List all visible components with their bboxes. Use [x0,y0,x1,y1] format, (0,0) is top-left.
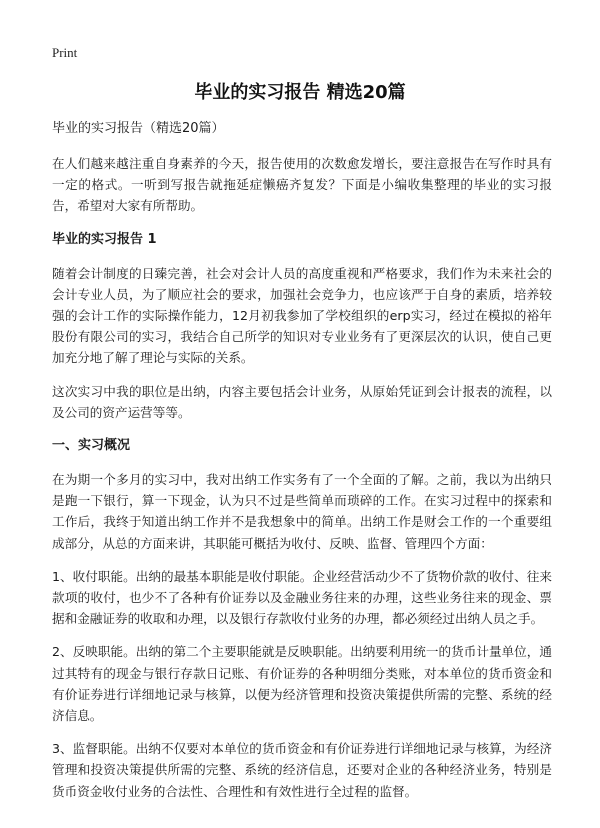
print-link[interactable]: Print [52,45,78,60]
page-title: 毕业的实习报告 精选20篇 [194,82,406,103]
report-1-paragraph-1: 随着会计制度的日臻完善，社会对会计人员的高度重视和严格要求，我们作为未来社会的会计专业人员，为了顺应社会的要求，加强社会竞争力，也应该严于自身的素质，培养较强的会计工作的实际操作能力，12月初我参加了学校组织的erp实习，经过在模拟的裕年股份有限公司的实习，我结合自己所学的知识对专业业务有了更深层次的认识，使自己更加充分地了解了理论与实际的关系。 [52,265,552,366]
intro-paragraph: 在人们越来越注重自身素养的今天，报告使用的次数愈发增长，要注意报告在写作时具有一定的格式。一听到写报告就拖延症懒癌齐复发？下面是小编收集整理的毕业的实习报告，希望对大家有所帮助。 [52,156,552,214]
section-1-heading: 一、实习概况 [52,438,131,454]
document-body [52,118,552,814]
document-subtitle: 毕业的实习报告（精选20篇） [52,121,225,136]
list-item-2: 2、反映职能。出纳的第二个主要职能就是反映职能。出纳要利用统一的货币计量单位，通过其特有的现金与银行存款日记账、有价证券的各种明细分类账，对本单位的货币资金和有价证券进行详细地记录与核算，以便为经济管理和投资决策提供所需的完整、系统的经济信息。 [52,644,552,724]
list-item-3: 3、监督职能。出纳不仅要对本单位的货币资金和有价证券进行详细地记录与核算，为经济管理和投资决策提供所需的完整、系统的经济信息，还要对企业的各种经济业务，特别是货币资金收付业务的合法性、合理性和有效性进行全过程的监督。 [52,741,552,799]
report-1-heading: 毕业的实习报告 1 [52,231,157,247]
list-item-1: 1、收付职能。出纳的最基本职能是收付职能。企业经营活动少不了货物价款的收付、往来款项的收付，也少不了各种有价证券以及金融业务往来的办理，这些业务往来的现金、票据和金融证券的收取和办理，以及银行存款收付业务的办理，都必须经过出纳人员之手。 [52,568,552,627]
section-1-paragraph-1: 在为期一个多月的实习中，我对出纳工作实务有了一个全面的了解。之前，我以为出纳只是跑一下银行，算一下现金，认为只不过是些简单而琐碎的工作。在实习过程中的探索和工作后，我终于知道出纳工作并不是我想象中的简单。出纳工作是财会工作的一个重要组成部分，从总的方面来讲，其职能可概括为收付、反映、监督、管理四个方面： [52,472,552,551]
report-1-paragraph-2: 这次实习中我的职位是出纳，内容主要包括会计业务，从原始凭证到会计报表的流程，以及公司的资产运营等等。 [52,383,552,420]
